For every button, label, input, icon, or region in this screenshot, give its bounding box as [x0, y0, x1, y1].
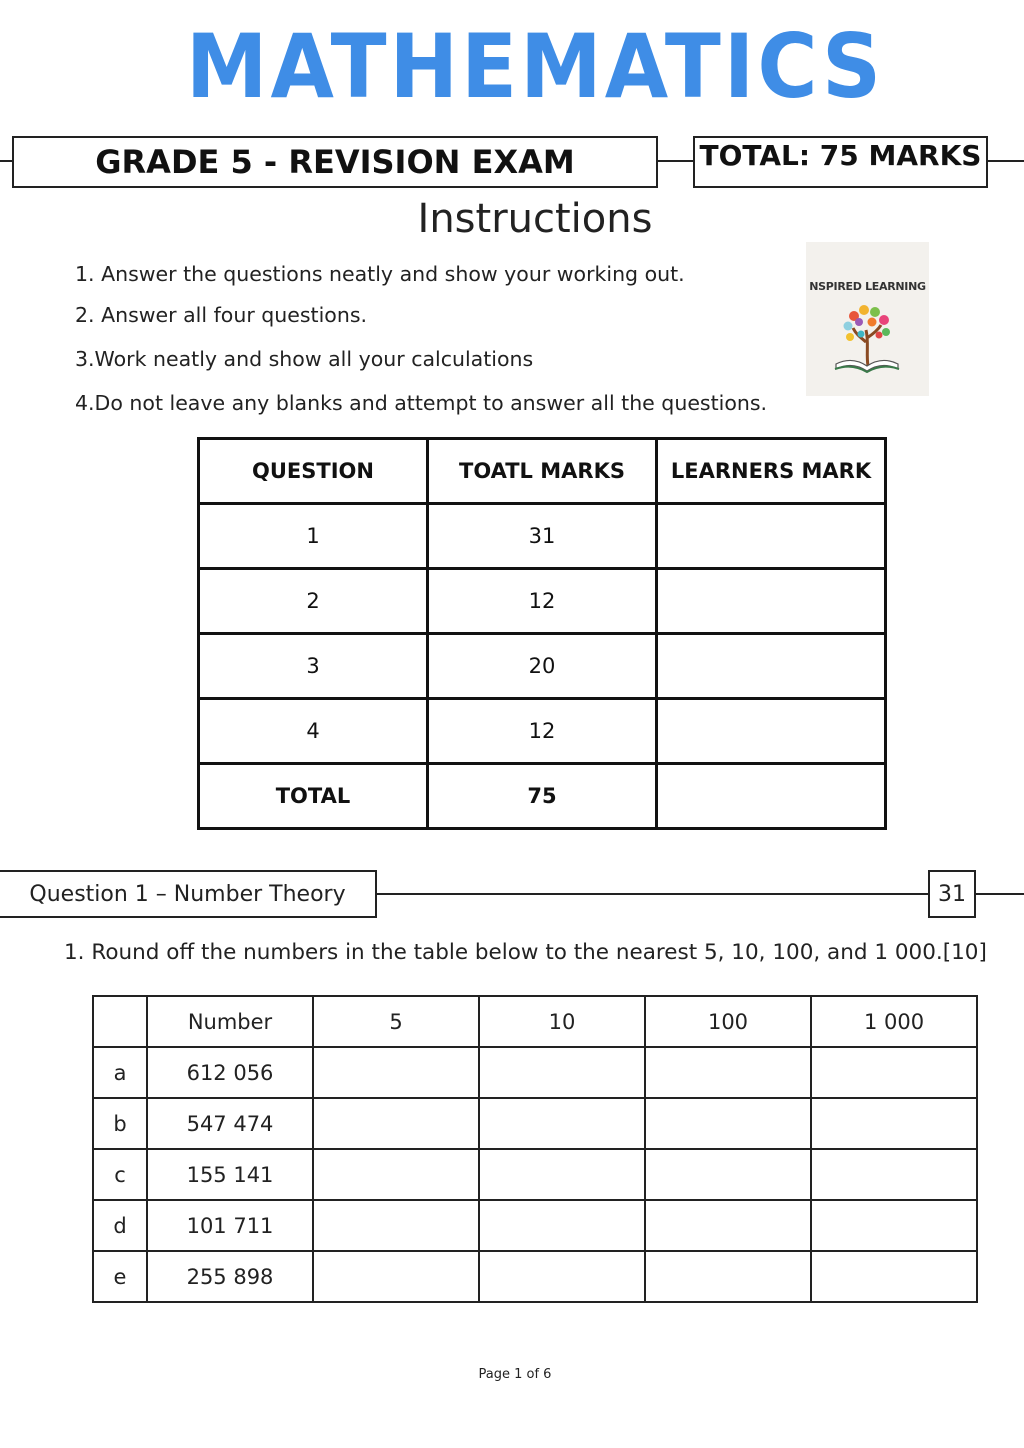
question1-marks-box	[928, 870, 976, 918]
answer-cell[interactable]	[313, 1251, 479, 1302]
answer-cell[interactable]	[479, 1251, 645, 1302]
answer-cell[interactable]	[811, 1200, 977, 1251]
header-cell: LEARNERS MARK	[657, 439, 886, 504]
question-cell: 3	[199, 634, 428, 699]
page-title: MATHEMATICS	[185, 16, 885, 119]
logo-text: NSPIRED LEARNING	[809, 280, 926, 293]
answer-cell[interactable]	[479, 1200, 645, 1251]
learner-mark-cell[interactable]	[657, 504, 886, 569]
page-number: Page 1 of 6	[478, 1367, 552, 1382]
learner-mark-cell[interactable]	[657, 699, 886, 764]
question-cell: 2	[199, 569, 428, 634]
answer-cell[interactable]	[811, 1047, 977, 1098]
table-row	[93, 1200, 977, 1251]
answer-cell[interactable]	[479, 1047, 645, 1098]
table-row	[199, 699, 886, 764]
table-row	[93, 1149, 977, 1200]
number-cell: 101 711	[147, 1200, 313, 1251]
answer-cell[interactable]	[645, 1047, 811, 1098]
row-label-cell: c	[93, 1149, 147, 1200]
marks-table	[197, 437, 887, 830]
answer-cell[interactable]	[645, 1149, 811, 1200]
instruction-item: 4.Do not leave any blanks and attempt to answer all the questions.	[75, 391, 768, 415]
rounding-table	[92, 995, 978, 1303]
header-cell: TOATL MARKS	[428, 439, 657, 504]
header-cell: 10	[479, 996, 645, 1047]
tree-book-icon	[806, 242, 929, 396]
learner-total-cell[interactable]	[657, 764, 886, 829]
total-marks-cell: 20	[428, 634, 657, 699]
total-marks-cell: 12	[428, 699, 657, 764]
row-label-cell: e	[93, 1251, 147, 1302]
divider	[377, 893, 929, 895]
exam-title-box	[12, 136, 658, 188]
table-row	[93, 1098, 977, 1149]
answer-cell[interactable]	[313, 1149, 479, 1200]
answer-cell[interactable]	[645, 1251, 811, 1302]
table-total-row	[199, 764, 886, 829]
instruction-item: 2. Answer all four questions.	[75, 303, 368, 327]
question-cell: 1	[199, 504, 428, 569]
header-cell: 100	[645, 996, 811, 1047]
exam-title: GRADE 5 - REVISION EXAM	[95, 143, 575, 181]
divider	[976, 893, 1024, 895]
table-row	[199, 634, 886, 699]
header-cell: Number	[147, 996, 313, 1047]
question-cell: 4	[199, 699, 428, 764]
learner-mark-cell[interactable]	[657, 634, 886, 699]
row-label-cell: b	[93, 1098, 147, 1149]
answer-cell[interactable]	[811, 1098, 977, 1149]
number-cell: 547 474	[147, 1098, 313, 1149]
question1-title: Question 1 – Number Theory	[29, 881, 346, 907]
number-cell: 255 898	[147, 1251, 313, 1302]
answer-cell[interactable]	[313, 1047, 479, 1098]
row-label-cell: a	[93, 1047, 147, 1098]
table-header-row	[199, 439, 886, 504]
table-row	[199, 569, 886, 634]
logo	[806, 242, 929, 396]
instructions-heading: Instructions	[417, 196, 653, 242]
answer-cell[interactable]	[645, 1200, 811, 1251]
header-cell: QUESTION	[199, 439, 428, 504]
divider	[658, 160, 694, 162]
divider	[988, 160, 1024, 162]
answer-cell[interactable]	[811, 1149, 977, 1200]
answer-cell[interactable]	[811, 1251, 977, 1302]
question1-prompt: 1. Round off the numbers in the table below to the nearest 5, 10, 100, and 1 000.[10]	[64, 940, 987, 965]
table-row	[199, 504, 886, 569]
total-label-cell: TOTAL	[199, 764, 428, 829]
table-header-row	[93, 996, 977, 1047]
answer-cell[interactable]	[479, 1149, 645, 1200]
header-cell: 1 000	[811, 996, 977, 1047]
answer-cell[interactable]	[313, 1098, 479, 1149]
number-cell: 612 056	[147, 1047, 313, 1098]
answer-cell[interactable]	[313, 1200, 479, 1251]
answer-cell[interactable]	[645, 1098, 811, 1149]
question1-marks: 31	[938, 881, 966, 907]
instruction-item: 1. Answer the questions neatly and show your working out.	[75, 262, 685, 286]
total-value-cell: 75	[428, 764, 657, 829]
instruction-item: 3.Work neatly and show all your calculations	[75, 347, 534, 371]
question1-title-box	[0, 870, 377, 918]
learner-mark-cell[interactable]	[657, 569, 886, 634]
answer-cell[interactable]	[479, 1098, 645, 1149]
row-label-cell: d	[93, 1200, 147, 1251]
total-marks: TOTAL: 75 MARKS	[699, 139, 982, 172]
header-cell	[93, 996, 147, 1047]
number-cell: 155 141	[147, 1149, 313, 1200]
total-marks-box	[693, 136, 988, 188]
table-row	[93, 1251, 977, 1302]
total-marks-cell: 12	[428, 569, 657, 634]
header-cell: 5	[313, 996, 479, 1047]
total-marks-cell: 31	[428, 504, 657, 569]
table-row	[93, 1047, 977, 1098]
